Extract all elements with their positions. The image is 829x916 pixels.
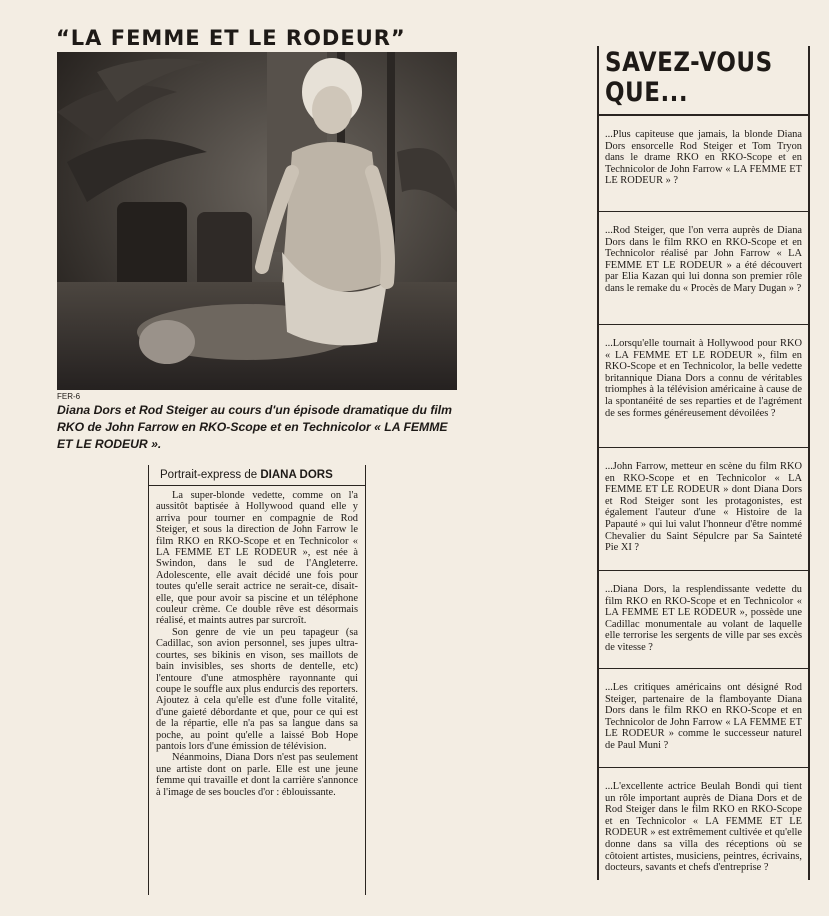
film-still-photo [57, 52, 457, 390]
photo-reference: FER-6 [57, 392, 81, 401]
portrait-title [160, 469, 358, 481]
portrait-title-prefix: Portrait-express de [160, 469, 261, 481]
savez-entry: ...L'excellente actrice Beulah Bondi qui tient un rôle important auprès de Diana Dors et de Rod Steiger dans le film RKO en RKO-Scope et en Technicolor « LA FEMME ET LE RODEUR » est extrêmement cultivée et qu'elle donne dans sa villa des réceptions où se côtoient artistes, musiciens, peintres, écrivains, docteurs, savants et chefs d'entreprise ? [605, 781, 802, 874]
savez-entry: ...Plus capiteuse que jamais, la blonde Diana Dors ensorcelle Rod Steiger et Tom Tryon dans le drame RKO en RKO-Scope et en Technicolor de John Farrow « LA FEMME ET LE RODEUR » ? [605, 129, 802, 187]
article-title: “LA FEMME ET LE RODEUR” [56, 26, 406, 50]
savez-entry: ...Les critiques américains ont désigné Rod Steiger, partenaire de la flamboyante Diana Dors dans le film RKO en RKO-Scope et en Technicolor de John Farrow « LA FEMME ET LE RODEUR » comme le successeur naturel de Paul Muni ? [605, 682, 802, 751]
portrait-paragraph: Néanmoins, Diana Dors n'est pas seulement une artiste dont on parle. Elle est une jeune femme qui travaille et dont la carrière s'annonce à l'image de ses boucles d'or : éblouissante. [156, 752, 358, 798]
savez-title: SAVEZ-VOUS QUE... [605, 48, 773, 108]
savez-vous-que-box [597, 46, 810, 880]
portrait-express-box [148, 465, 366, 895]
photo-caption: Diana Dors et Rod Steiger au cours d'un épisode dramatique du film RKO de John Farrow en RKO-Scope et en Technicolor « LA FEMME ET LE RODEUR ». [57, 403, 452, 451]
savez-entry: ...Lorsqu'elle tournait à Hollywood pour RKO « LA FEMME ET LE RODEUR », film en RKO-Scope et en Technicolor, la belle vedette britannique Diana Dors a connu de véritables triomphes à la télévision américaine à cause de la spontanéité de ses reparties et de l'agrément de ses formes généreusement dévoilées ? [605, 338, 802, 419]
portrait-paragraph: Son genre de vie un peu tapageur (sa Cadillac, son avion personnel, ses jupes ultra-courtes, ses bikinis en vison, ses maillots de bain invisibles, ses shorts de dentelle, etc) l'entoure d'une atmosphère rayonnante qui coupe le souffle aux plus endurcis des reporters. Ajoutez à cela qu'elle est d'une folle vitalité, d'une gaieté débordante et que, pour ce qui est de la répartie, elle n'a pas sa langue dans sa poche, au point qu'elle a laissé Bob Hope pantois lors d'une émission de télévision. [156, 626, 358, 752]
portrait-paragraph: La super-blonde vedette, comme on l'a aussitôt baptisée à Hollywood quand elle y arriva pour tourner en compagnie de Rod Steiger, et sous la direction de John Farrow le film RKO en RKO-Scope et en Technicolor « LA FEMME ET LE RODEUR », est née à Swindon, dans le sud de l'Angleterre. Adolescente, elle avait décidé une fois pour toutes qu'elle serait actrice ne serait-ce, disait-elle, que pour avoir sa piscine et un téléphone couleur crème. Ce double rêve est désormais réalisé, et maints autres par surcroît. [156, 490, 358, 627]
portrait-title-name: DIANA DORS [260, 469, 333, 481]
film-still-illustration [57, 52, 457, 390]
savez-entry: ...Rod Steiger, que l'on verra auprès de Diana Dors dans le film RKO en RKO-Scope et en Technicolor réalisé par John Farrow « LA FEMME ET LE RODEUR » a été découvert par Elia Kazan qui lui donna son premier rôle dans le remake du « Procès de Mary Dugan » ? [605, 225, 802, 294]
savez-entry: ...John Farrow, metteur en scène du film RKO en RKO-Scope et en Technicolor « LA FEMME ET LE RODEUR » dont Diana Dors et Rod Steiger sont les protagonistes, est également l'auteur d'une « Histoire de la Papauté » qui lui valut l'honneur d'être nommé Chevalier du Saint Sépulcre par Sa Sainteté Pie XI ? [605, 461, 802, 554]
portrait-divider [149, 485, 365, 486]
savez-entry: ...Diana Dors, la resplendissante vedette du film RKO en RKO-Scope et en Technicolor « LA FEMME ET LE RODEUR », possède une Cadillac monumentale au volant de laquelle elle terrorise les sergents de ville par ses excès de vitesse ? [605, 584, 802, 653]
